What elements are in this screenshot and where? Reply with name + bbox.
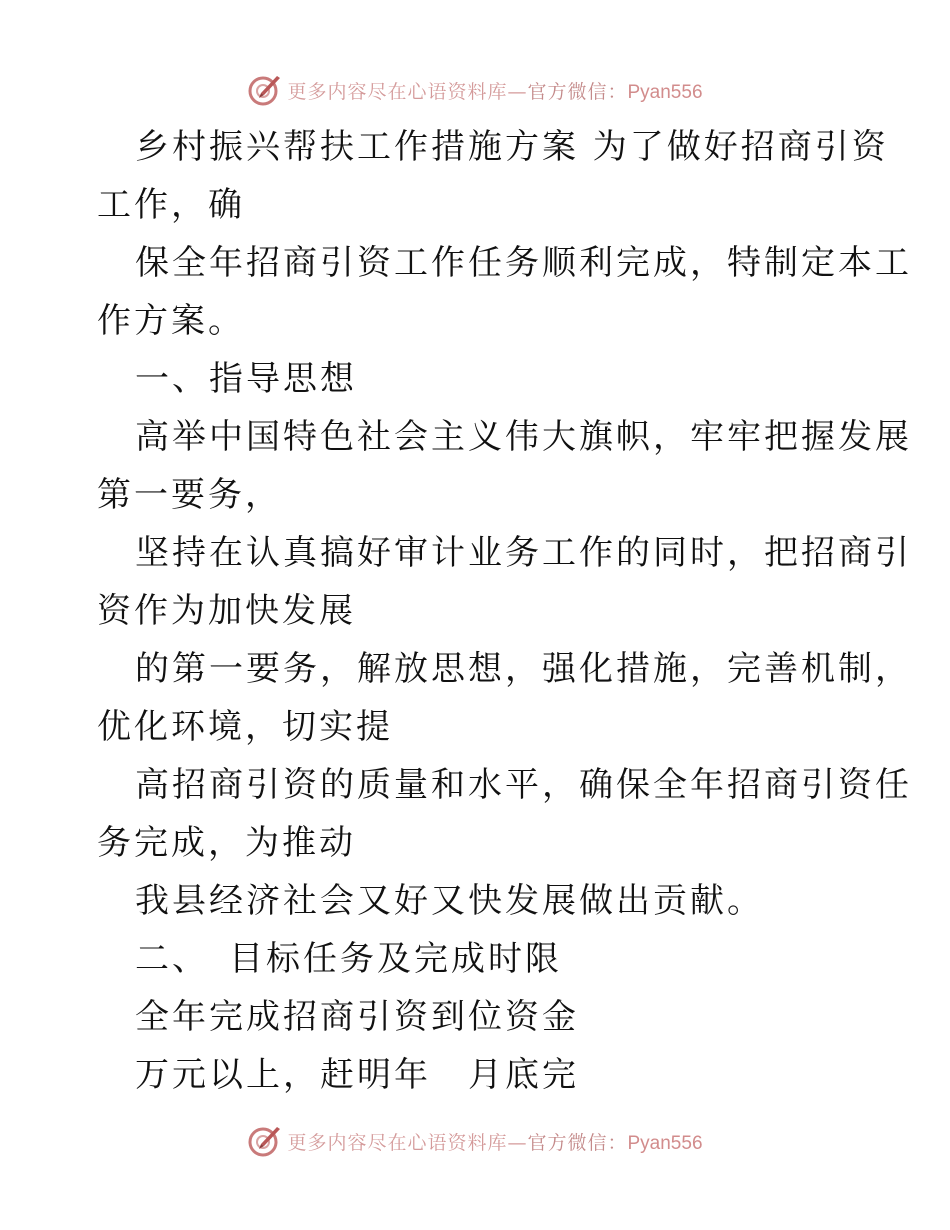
body-line: 的第一要务，解放思想，强化措施，完善机制， <box>135 649 912 689</box>
header-wechat-id: Pyan556 <box>627 81 703 103</box>
body-line: 作方案。 <box>97 301 245 341</box>
footer-watermark-text <box>287 1128 702 1155</box>
body-line: 务完成，为推动 <box>97 823 356 863</box>
body-line: 万元以上，赶明年 月底完 <box>135 1055 579 1095</box>
document-body <box>97 118 912 1104</box>
body-line: 乡村振兴帮扶工作措施方案 为了做好招商引资 <box>135 127 889 167</box>
section-heading: 二、 目标任务及完成时限 <box>135 939 562 979</box>
body-line: 第一要务， <box>97 475 282 515</box>
footer-separator: — <box>507 1131 528 1154</box>
body-line: 高举中国特色社会主义伟大旗帜，牢牢把握发展 <box>135 417 912 457</box>
body-line: 资作为加快发展 <box>97 591 356 631</box>
header-site-text: 更多内容尽在心语资料库 <box>287 80 508 103</box>
header-watermark-text <box>287 77 702 104</box>
header-official-text: 官方微信： <box>527 80 628 103</box>
section-heading: 一、指导思想 <box>135 359 357 399</box>
footer-wechat-id: Pyan556 <box>627 1132 703 1154</box>
quill-logo-icon <box>247 73 281 107</box>
footer-site-text: 更多内容尽在心语资料库 <box>287 1131 508 1154</box>
body-line: 我县经济社会又好又快发展做出贡献。 <box>135 881 764 921</box>
body-line: 优化环境，切实提 <box>97 707 393 747</box>
body-line: 高招商引资的质量和水平，确保全年招商引资任 <box>135 765 912 805</box>
header-watermark-banner <box>0 70 950 110</box>
body-line: 全年完成招商引资到位资金 <box>135 997 579 1037</box>
quill-logo-icon <box>247 1124 281 1158</box>
footer-watermark-banner <box>0 1121 950 1161</box>
footer-official-text: 官方微信： <box>527 1131 628 1154</box>
body-line: 坚持在认真搞好审计业务工作的同时，把招商引 <box>135 533 912 573</box>
body-line: 工作，确 <box>97 185 245 225</box>
body-line: 保全年招商引资工作任务顺利完成，特制定本工 <box>135 243 912 283</box>
header-separator: — <box>507 80 528 103</box>
